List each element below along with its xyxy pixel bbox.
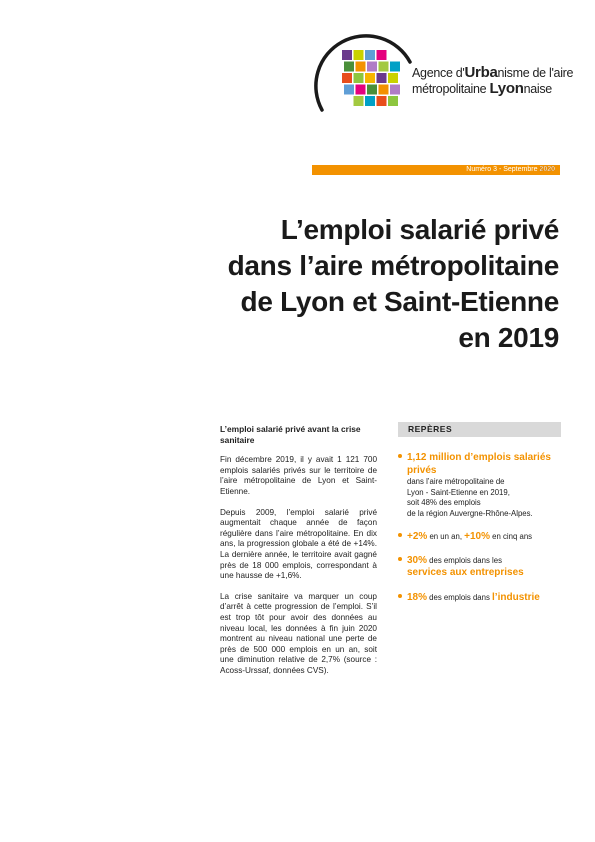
logo-tile — [344, 85, 354, 95]
logo-tile — [388, 96, 398, 106]
title-line-2: dans l’aire métropolitaine — [227, 250, 559, 281]
logo-tile — [377, 50, 387, 60]
issue-year: 2020 — [539, 166, 555, 173]
highlight: l’industrie — [492, 591, 540, 603]
reperes-item — [398, 452, 561, 519]
logo-tile — [354, 73, 364, 83]
logo-tile — [365, 73, 375, 83]
reperes-heading: REPÈRES — [398, 422, 561, 437]
issue-banner — [312, 165, 560, 175]
logo-tile — [342, 50, 352, 60]
logo-tile — [377, 73, 387, 83]
item-text: des emplois dans les — [427, 556, 502, 565]
bullet-icon — [398, 557, 402, 561]
logo-tile — [390, 85, 400, 95]
item-text: soit 48% des emplois — [407, 498, 481, 507]
paragraph-3: La crise sanitaire va marquer un coup d’arrêt à cette progression de l’emploi. S’il est trop tôt pour avoir des données au niveau local, les données à fin juin 2020 montrent au niveau national une perte de près de 500 000 emplois en un an, soit une diminution relative de 2,7% (source : Acoss-Urssaf, données CVS). — [220, 591, 377, 675]
item-text: en un an, — [427, 532, 465, 541]
highlight: 18% — [407, 591, 428, 603]
title-line-1: L’emploi salarié privé — [280, 214, 559, 245]
section-heading: L’emploi salarié privé avant la crise sanitaire — [220, 424, 361, 445]
reperes-item — [398, 592, 561, 604]
title-line-3: de Lyon et Saint-Etienne — [240, 286, 559, 317]
logo-tile — [356, 62, 366, 72]
logo-tile — [354, 96, 364, 106]
item-text: des emplois dans — [427, 592, 493, 602]
highlight: 1,12 million d’emplois salariés privés — [407, 452, 551, 476]
logo-cube-icon — [312, 32, 422, 124]
logo-tile — [379, 62, 389, 72]
item-text: en cinq ans — [490, 532, 533, 541]
logo-tile — [356, 85, 366, 95]
logo-text: Agence d'Urbanisme de l'aire métropolitaine Lyonnaise — [412, 64, 574, 97]
highlight: +2% — [407, 531, 428, 542]
paragraph-2: Depuis 2009, l’emploi salarié privé augmentait chaque année de façon régulière dans l’aire métropolitaine. En dix ans, la progression globale a été de +14%. La dernière année, le territoire avait gagné près de 18 000 emplois, correspondant à une hausse de +1,6%. — [220, 507, 377, 581]
logo-tile — [354, 50, 364, 60]
logo-tile — [388, 73, 398, 83]
issue-label: Numéro 3 - Septembre 2020 — [466, 166, 555, 173]
reperes-item — [398, 555, 561, 580]
logo-tile — [367, 62, 377, 72]
reperes-box — [398, 422, 561, 604]
intro-column — [220, 424, 377, 686]
logo-tile — [342, 73, 352, 83]
paragraph-1: Fin décembre 2019, il y avait 1 121 700 emplois salariés privés sur le territoire de l’aire métropolitaine de Lyon et Saint-Etienne. — [220, 455, 377, 496]
item-text: Lyon - Saint-Etienne en 2019, — [407, 487, 510, 497]
title-line-4: en 2019 — [458, 322, 559, 353]
highlight: services aux entreprises — [407, 567, 524, 578]
logo-tile — [367, 85, 377, 95]
logo-tile — [390, 62, 400, 72]
logo-tile — [377, 96, 387, 106]
highlight: 30% — [407, 555, 428, 566]
logo-tile — [344, 62, 354, 72]
reperes-item — [398, 531, 561, 543]
logo-tile — [365, 50, 375, 60]
item-text: dans l’aire métropolitaine de — [407, 477, 505, 486]
item-text: de la région Auvergne-Rhône-Alpes. — [407, 508, 533, 518]
logo-tile — [365, 96, 375, 106]
bullet-icon — [398, 594, 402, 598]
bullet-icon — [398, 454, 402, 458]
logo-tile — [379, 85, 389, 95]
agency-logo — [312, 32, 584, 124]
reperes-list — [398, 452, 561, 604]
highlight: +10% — [464, 531, 491, 542]
document-title — [139, 212, 559, 356]
bullet-icon — [398, 533, 402, 537]
